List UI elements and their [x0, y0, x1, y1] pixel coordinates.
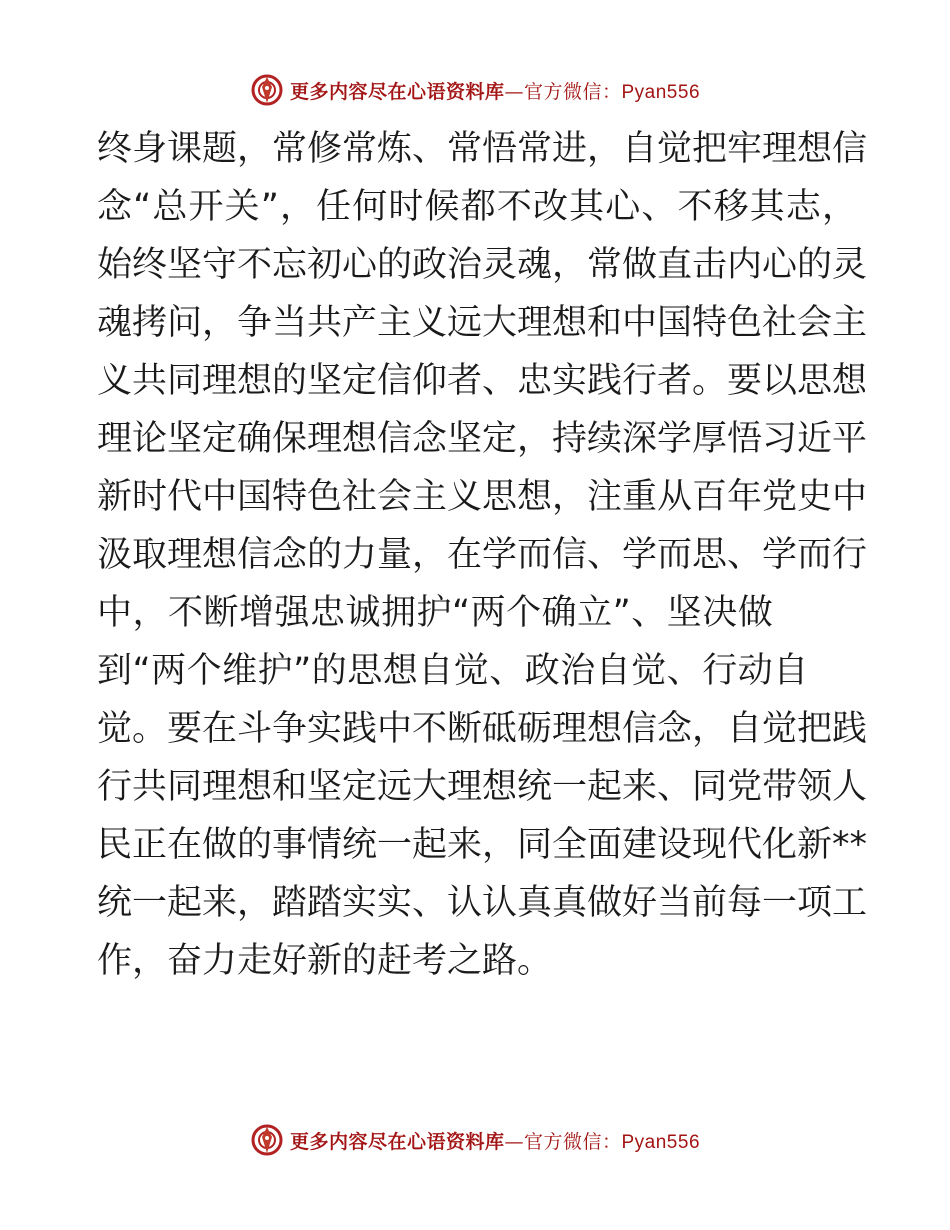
- footer-banner: [0, 1120, 950, 1160]
- body-line: 到“两个维护”的思想自觉、政治自觉、行动自: [97, 651, 809, 691]
- footer-banner-content: [250, 1123, 700, 1157]
- pen-nib-circle-logo-icon: [250, 1123, 284, 1157]
- header-banner-text: [290, 77, 700, 104]
- body-line: 民正在做的事情统一起来，同全面建设现代化新**: [97, 825, 868, 865]
- body-line: 魂拷问，争当共产主义远大理想和中国特色社会主: [97, 303, 868, 343]
- body-line: 汲取理想信念的力量，在学而信、学而思、学而行: [97, 535, 868, 575]
- body-line: 统一起来，踏踏实实、认认真真做好当前每一项工: [97, 883, 868, 923]
- body-line: 义共同理想的坚定信仰者、忠实践行者。要以思想: [97, 361, 868, 401]
- footer-dash: —: [504, 1130, 524, 1153]
- pen-nib-circle-logo-icon: [250, 73, 284, 107]
- footer-brand-text: 更多内容尽在心语资料库: [289, 1130, 505, 1153]
- body-line: 作，奋力走好新的赶考之路。: [97, 941, 553, 981]
- header-banner: [0, 70, 950, 110]
- header-brand-text: 更多内容尽在心语资料库: [289, 80, 505, 103]
- body-line: 理论坚定确保理想信念坚定，持续深学厚悟习近平: [97, 419, 868, 459]
- body-line: 觉。要在斗争实践中不断砥砺理想信念，自觉把践: [97, 709, 868, 749]
- header-dash: —: [504, 80, 524, 103]
- body-line: 新时代中国特色社会主义思想，注重从百年党史中: [97, 477, 868, 517]
- body-line: 始终坚守不忘初心的政治灵魂，常做直击内心的灵: [97, 245, 868, 285]
- footer-wechat-id: Pyan556: [621, 1131, 701, 1153]
- body-line: 行共同理想和坚定远大理想统一起来、同党带领人: [97, 767, 868, 807]
- footer-banner-text: [290, 1127, 700, 1154]
- body-line: 念“总开关”，任何时候都不改其心、不移其志，: [97, 187, 857, 227]
- footer-official-label: 官方微信：: [523, 1130, 622, 1153]
- header-official-label: 官方微信：: [523, 80, 622, 103]
- document-body: [97, 120, 868, 990]
- body-line: 中，不断增强忠诚拥护“两个确立”、坚决做: [97, 593, 774, 633]
- header-wechat-id: Pyan556: [621, 81, 701, 103]
- body-line: 终身课题，常修常炼、常悟常进，自觉把牢理想信: [97, 129, 868, 169]
- header-banner-content: [250, 73, 700, 107]
